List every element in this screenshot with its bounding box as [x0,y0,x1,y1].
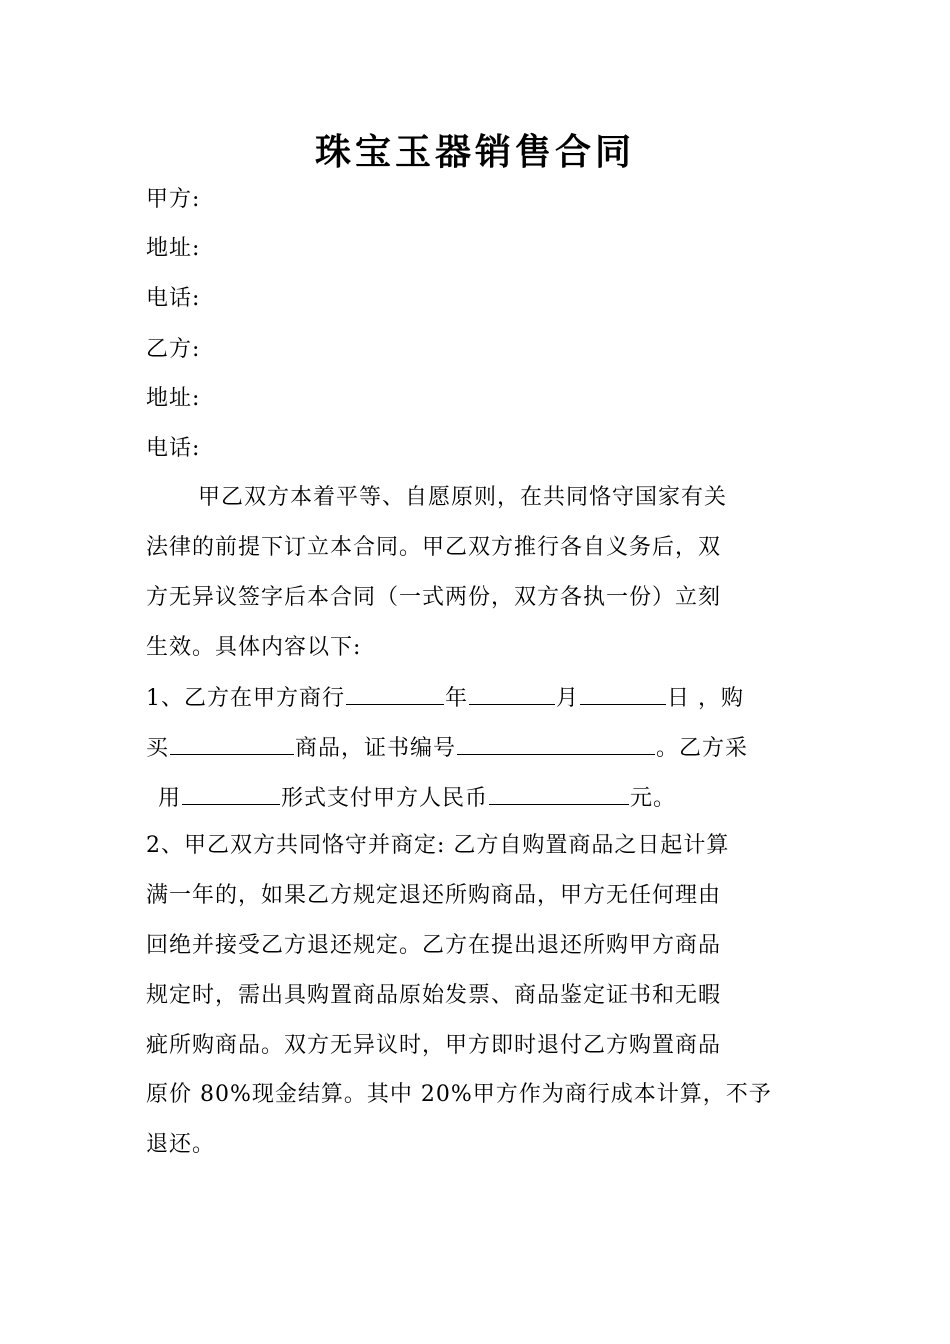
party-a-phone-label: 电话: [146,286,201,311]
use-label: 用 [158,786,182,811]
clause-2-line-6: 原价 80%现金结算。其中 20%甲方作为商行成本计算，不予 [146,1082,772,1107]
month-label: 月 [556,686,580,711]
blank-certificate-number[interactable] [457,732,655,755]
blank-day[interactable] [580,682,666,705]
clause-1-line-2 [146,732,748,764]
party-b-label: 乙方: [146,337,201,362]
clause-2-line-7: 退还。 [146,1132,216,1157]
yuan-label: 元。 [630,786,677,811]
clause-2-line-2: 满一年的，如果乙方规定退还所购商品，甲方无任何理由 [146,883,722,908]
clause-1-text: 1、乙方在甲方商行 [146,686,345,711]
party-a-label: 甲方: [146,187,201,212]
blank-payment-method[interactable] [182,782,280,805]
year-label: 年 [445,686,469,711]
clause-1-line-1 [146,682,744,714]
clause-2-line-4: 规定时，需出具购置商品原始发票、商品鉴定证书和无暇 [146,983,722,1008]
blank-month[interactable] [469,682,555,705]
clause-2-line-1: 2、甲乙双方共同恪守并商定: 乙方自购置商品之日起计算 [146,833,730,858]
blank-year[interactable] [346,682,444,705]
clause-2-line-3: 回绝并接受乙方退还规定。乙方在提出退还所购甲方商品 [146,933,722,958]
page-title: 珠宝玉器销售合同 [314,131,635,173]
intro-line-4: 生效。具体内容以下: [146,635,362,660]
party-a-address-label: 地址: [146,236,201,261]
clause-1-line-3 [158,782,676,814]
blank-amount[interactable] [489,782,629,805]
blank-product[interactable] [170,732,294,755]
payment-label: 形式支付甲方人民币 [281,786,489,811]
buy-label: 买 [146,736,170,761]
intro-line-1: 甲乙双方本着平等、自愿原则，在共同恪守国家有关 [198,485,728,510]
clause-2-line-5: 疵所购商品。双方无异议时，甲方即时退付乙方购置商品 [146,1033,722,1058]
intro-line-2: 法律的前提下订立本合同。甲乙双方推行各自义务后，双 [146,535,722,560]
certificate-label: 商品，证书编号 [295,736,457,761]
party-b-address-label: 地址: [146,386,201,411]
party-b-phone-label: 电话: [146,436,201,461]
intro-line-3: 方无异议签字后本合同（一式两份，双方各执一份）立刻 [146,585,722,610]
day-label: 日 ，购 [667,686,745,711]
payment-lead: 。乙方采 [656,736,749,761]
